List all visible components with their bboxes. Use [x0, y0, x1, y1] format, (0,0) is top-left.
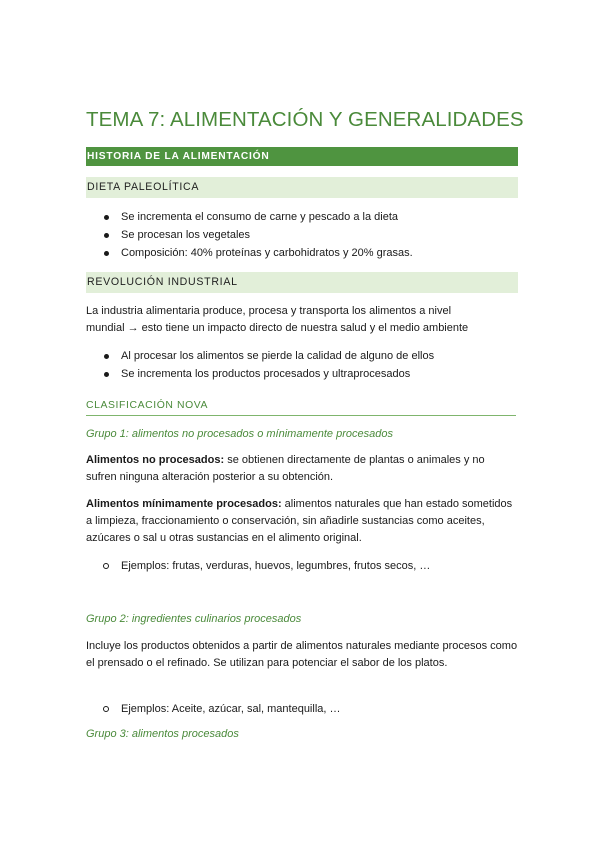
group1-paragraph-1	[86, 452, 518, 486]
revolucion-paragraph-line2: mundial → esto tiene un impacto directo de nuestra salud y el medio ambiente	[86, 322, 469, 334]
list-item: Se procesan los vegetales	[86, 226, 413, 244]
revolucion-paragraph-line1: La industria alimentaria produce, procesa y transporta los alimentos a nivel	[86, 305, 452, 317]
group2-title: Grupo 2: ingredientes culinarios procesados	[86, 613, 302, 625]
list-item: Se incrementa el consumo de carne y pescado a la dieta	[86, 208, 413, 226]
group1-definition-2: alimentos naturales que han estado sometidos a limpieza, fraccionamiento o conservación, sin añadirle sustancias como aceites, azúcares o sal u otras sustancias en el alimento original.	[86, 498, 513, 544]
page-title: TEMA 7: ALIMENTACIÓN Y GENERALIDADES	[86, 108, 524, 131]
section-heading-historia: HISTORIA DE LA ALIMENTACIÓN	[86, 147, 518, 166]
list-item: Al procesar los alimentos se pierde la calidad de alguno de ellos	[86, 347, 434, 365]
subheading-revolucion-industrial: REVOLUCIÓN INDUSTRIAL	[86, 272, 518, 293]
group1-paragraph-2	[86, 496, 518, 547]
revolucion-paragraph	[86, 303, 518, 337]
list-item: Composición: 40% proteínas y carbohidratos y 20% grasas.	[86, 244, 413, 262]
group1-example-list	[86, 557, 430, 575]
group1-term-2: Alimentos mínimamente procesados:	[86, 498, 282, 510]
list-item: Se incrementa los productos procesados y ultraprocesados	[86, 365, 434, 383]
group3-title: Grupo 3: alimentos procesados	[86, 728, 239, 740]
list-item: Ejemplos: Aceite, azúcar, sal, mantequilla, …	[86, 700, 341, 718]
group2-paragraph: Incluye los productos obtenidos a partir de alimentos naturales mediante procesos como el prensado o el refinado. Se utilizan para potenciar el sabor de los platos.	[86, 640, 518, 669]
paleo-bullet-list	[86, 208, 413, 262]
group1-title: Grupo 1: alimentos no procesados o mínimamente procesados	[86, 428, 393, 440]
subheading-dieta-paleolitica: DIETA PALEOLÍTICA	[86, 177, 518, 198]
heading-clasificacion-nova: CLASIFICACIÓN NOVA	[86, 399, 516, 416]
revolucion-bullet-list	[86, 347, 434, 383]
group1-term-1: Alimentos no procesados:	[86, 454, 225, 466]
group1-definition-1: se obtienen directamente de plantas o animales y no sufren ninguna alteración posterior a su obtención.	[86, 454, 485, 483]
list-item: Ejemplos: frutas, verduras, huevos, legumbres, frutos secos, …	[86, 557, 430, 575]
group2-example-list	[86, 700, 341, 718]
